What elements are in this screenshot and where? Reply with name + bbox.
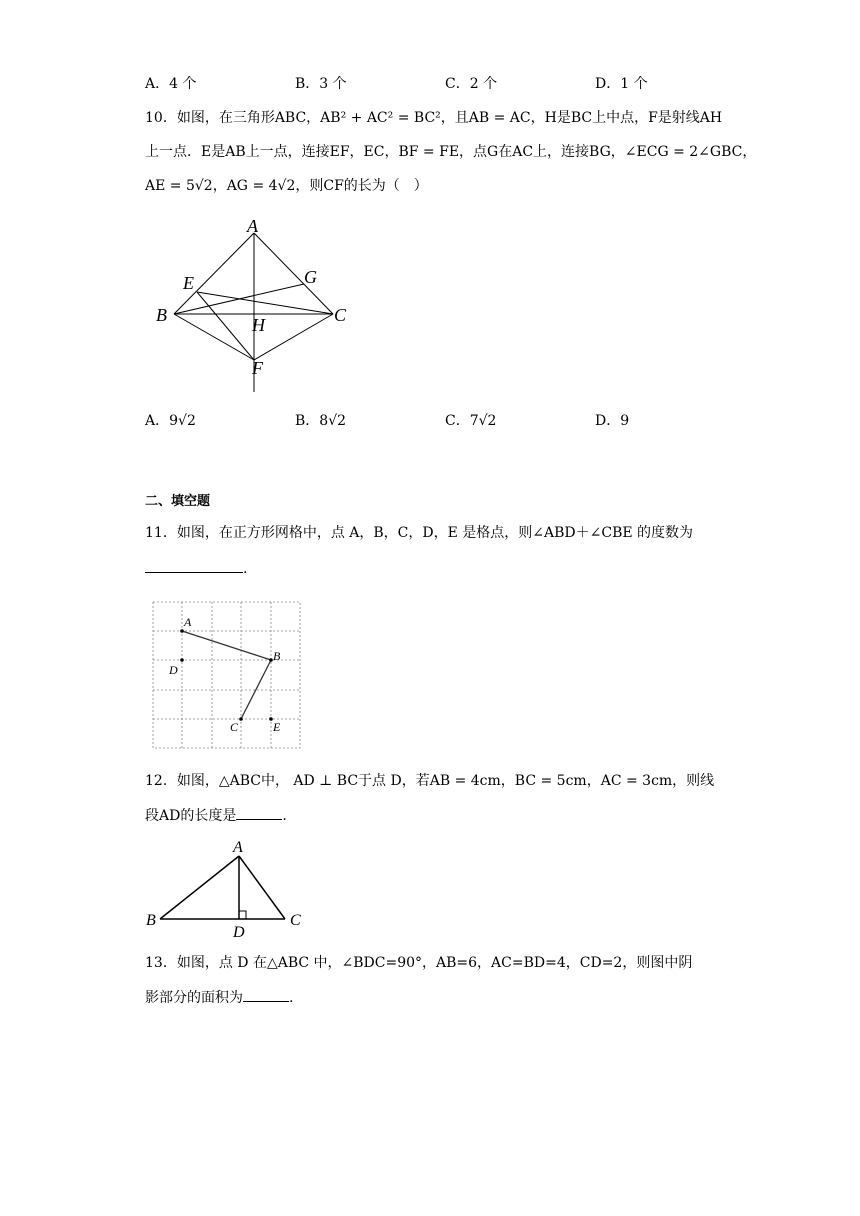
q11-label-e: E xyxy=(273,720,281,734)
q10-label-b: B xyxy=(156,305,167,325)
q9-option-a: A．4 个 xyxy=(145,76,197,92)
q9-option-c: C．2 个 xyxy=(445,76,498,92)
q10-label-g: G xyxy=(304,267,317,287)
q12-label-c: C xyxy=(290,912,301,929)
q11-text-line2: . xyxy=(145,558,247,579)
q10-label-c: C xyxy=(334,305,347,325)
q12-label-a: A xyxy=(233,839,243,856)
q10-label-f: F xyxy=(252,358,263,378)
q13-text-line1: 13．如图，点 D 在△ABC 中，∠BDC=90°，AB=6，AC=BD=4，CD=2，则图中阴 xyxy=(145,955,693,971)
q12-label-b: B xyxy=(146,912,156,929)
q10-option-b: B．8√2 xyxy=(295,413,347,429)
q12-text-line1: 12．如图，△ABC中， AD ⊥ BC于点 D，若AB = 4cm，BC = 5cm，AC = 3cm，则线 xyxy=(145,773,715,789)
q11-label-c: C xyxy=(230,720,239,734)
q13-text-line2: 影部分的面积为 . xyxy=(145,987,293,1008)
q10-text-line1: 10．如图，在三角形ABC，AB² + AC² = BC²，且AB = AC，H是BC上中点，F是射线AH xyxy=(145,110,723,126)
q10-text-line2: 上一点．E是AB上一点，连接EF，EC，BF = FE，点G在AC上，连接BG，∠ECG = 2∠GBC， xyxy=(145,144,757,160)
q10-text-line3: AE = 5√2，AG = 4√2，则CF的长为（ ） xyxy=(145,178,428,194)
q11-label-a: A xyxy=(184,615,192,629)
q9-option-d: D．1 个 xyxy=(595,76,648,92)
q11-label-b: B xyxy=(273,649,281,663)
section-title: 二、填空题 xyxy=(145,494,211,509)
q10-label-h: H xyxy=(252,315,265,335)
q13-answer-blank xyxy=(243,987,289,1002)
q11-text-line1: 11．如图，在正方形网格中，点 A，B，C，D，E 是格点，则∠ABD＋∠CBE 的度数为 xyxy=(145,525,694,541)
q12-text-line2: 段AD的长度是 . xyxy=(145,805,287,826)
q12-label-d: D xyxy=(233,924,245,941)
q10-option-c: C．7√2 xyxy=(445,413,497,429)
q10-option-d: D．9 xyxy=(595,413,630,429)
q9-option-b: B．3 个 xyxy=(295,76,347,92)
q11-label-d: D xyxy=(169,663,178,677)
q10-option-a: A．9√2 xyxy=(145,413,196,429)
q10-label-a: A xyxy=(247,216,258,236)
q10-label-e: E xyxy=(183,273,194,293)
